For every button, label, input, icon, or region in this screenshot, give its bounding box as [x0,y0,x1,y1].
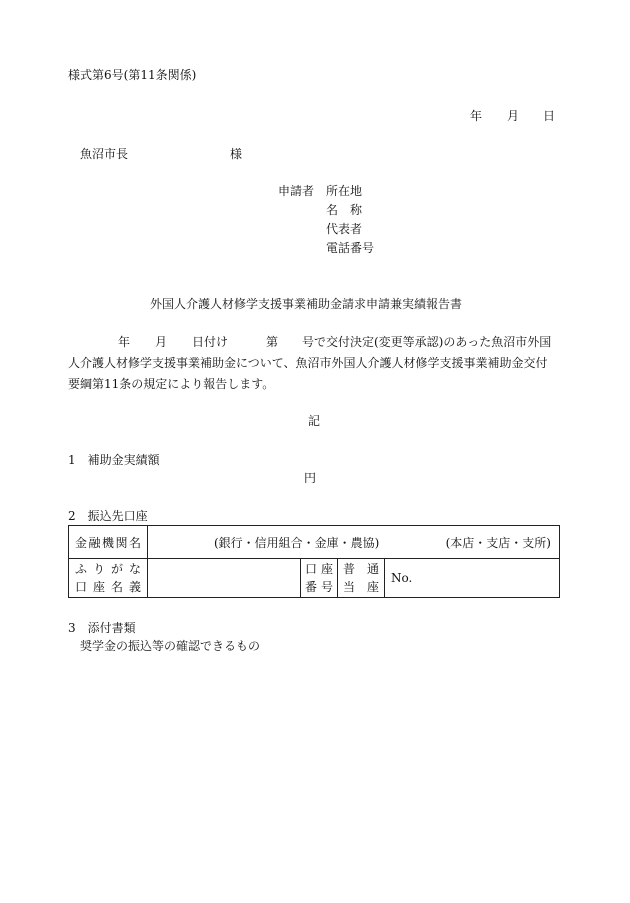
bank-type-options: (銀行・信用組合・金庫・農協) [214,535,380,550]
body-year: 年 [118,335,131,349]
body-line1-rest: 号で交付決定(変更等承認)のあった魚沼市外国 [302,335,552,349]
bank-label: 金 融 機 関 名 [75,535,141,550]
ki-heading: 記 [308,414,321,428]
addressee-name: 魚沼市長 [80,147,129,161]
applicant-label: 申請者 [278,184,315,198]
account-number-cell[interactable] [385,559,560,598]
date-year: 年 [470,109,483,123]
account-type-savings: 普 通 [343,562,379,576]
body-line2: 人介護人材修学支援事業補助金について、魚沼市外国人介護人材修学支援事業補助金交付 [68,356,548,370]
body-month: 月 [155,335,168,349]
applicant-phone-label: 電話番号 [326,241,375,255]
section3-heading: 3 添付書類 [68,621,136,635]
holder-name-cell[interactable] [148,559,301,598]
section2-heading: 2 振込先口座 [68,509,148,523]
section3-item: 奨学金の振込等の確認できるもの [80,639,261,653]
document-title: 外国人介護人材修学支援事業補助金請求申請兼実績報告書 [150,297,463,311]
holder-label-cell [69,559,148,598]
branch-type-options: (本店・支店・支所) [445,535,551,550]
addressee-suffix: 様 [230,147,243,161]
account-number-label: No. [391,571,413,585]
date-day: 日 [543,109,556,123]
date-month: 月 [507,109,520,123]
account-type-checking: 当 座 [343,580,379,594]
applicant-representative-label: 代表者 [326,222,363,236]
bank-label-cell [69,526,148,559]
applicant-name-label: 名 称 [326,203,363,217]
account-label-2: 番 号 [305,580,333,594]
body-line3: 要綱第11条の規定により報告します。 [68,377,275,391]
body-day: 日付け [192,335,229,349]
bank-account-table [68,525,560,598]
form-number: 様式第6号(第11条関係) [68,68,197,82]
account-label-cell [301,559,338,598]
body-number-prefix: 第 [266,335,279,349]
section1-heading: 1 補助金実績額 [68,453,160,467]
account-type-cell [338,559,385,598]
holder-label: 口 座 名 義 [75,580,141,594]
bank-name-cell [148,526,560,559]
furigana-label: ふ り が な [75,562,141,576]
applicant-address-label: 所在地 [326,184,363,198]
account-label-1: 口 座 [305,562,333,576]
section1-unit: 円 [304,471,317,485]
